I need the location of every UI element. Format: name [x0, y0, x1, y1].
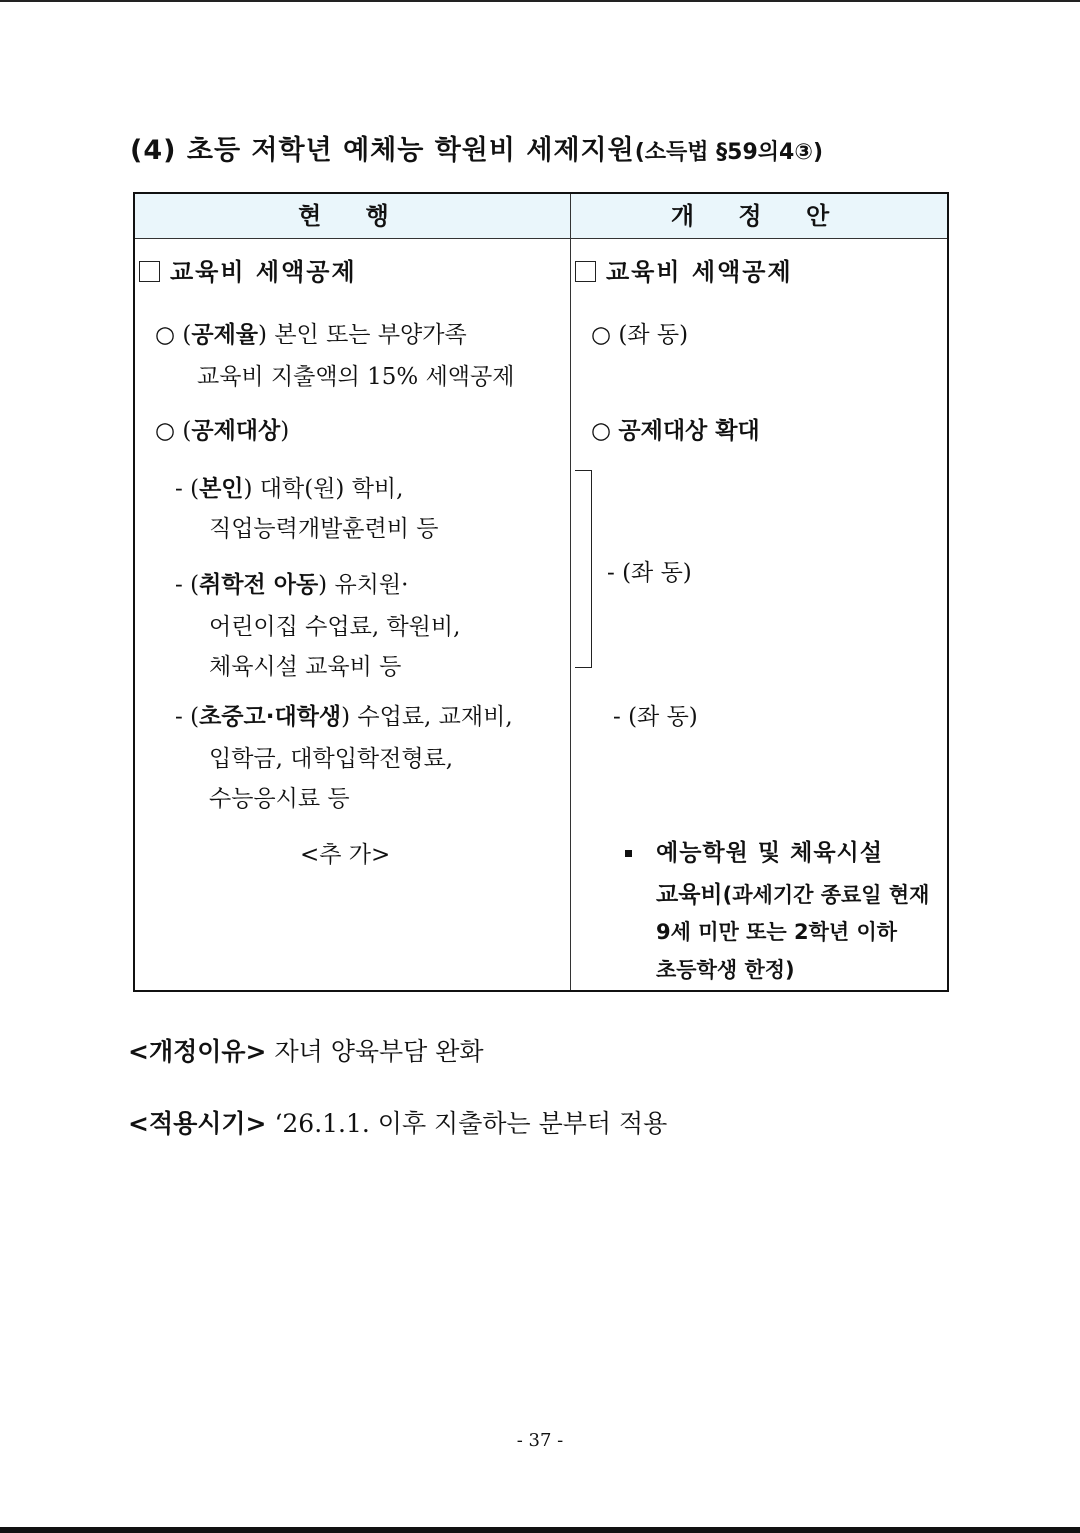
new-line-2-rest: (과세기간 종료일 현재 — [722, 883, 930, 907]
self-line-1: 대학(원) 학비, — [252, 476, 404, 502]
rate-same: (좌 동) — [618, 322, 689, 348]
revised-heading — [575, 252, 793, 287]
preschool-line-1: 유치원· — [327, 572, 409, 598]
preschool-line-2: 어린이집 수업료, 학원비, — [209, 614, 461, 640]
reason-note — [128, 1032, 484, 1068]
header-current: 현 행 — [298, 202, 407, 230]
header-revised: 개 정 안 — [670, 202, 848, 230]
preschool-label: 취학전 아동 — [199, 572, 319, 598]
circle-bullet-icon: ○ — [155, 322, 176, 348]
revised-target-row — [591, 412, 760, 445]
new-item-line-1 — [625, 834, 883, 867]
rate-label: 공제율 — [191, 322, 259, 348]
bottom-border — [0, 1527, 1080, 1533]
student-row: - (초중고·대학생) 수업료, 교재비, — [175, 704, 513, 730]
reason-text: 자녀 양육부담 완화 — [266, 1037, 484, 1066]
bracket-same: - (좌 동) — [607, 560, 692, 586]
revised-rate-row — [591, 316, 688, 349]
current-heading — [139, 252, 357, 287]
top-border — [0, 0, 1080, 2]
circle-bullet-icon: ○ — [155, 418, 176, 444]
section-reference: (소득법 §59의4③) — [634, 140, 824, 165]
student-same: - (좌 동) — [613, 704, 698, 730]
target-label: 공제대상 — [191, 418, 281, 444]
right-bracket — [575, 470, 592, 668]
circle-bullet-icon: ○ — [591, 322, 612, 348]
page-number: - 37 - — [516, 1430, 564, 1451]
student-line-3: 수능응시료 등 — [209, 786, 350, 812]
rate-line-1: 본인 또는 부양가족 — [267, 322, 467, 348]
student-line-2: 입학금, 대학입학전형료, — [209, 746, 454, 772]
apply-text: ‘26.1.1. 이후 지출하는 분부터 적용 — [266, 1109, 668, 1138]
self-line-2: 직업능력개발훈련비 등 — [209, 516, 439, 542]
column-divider — [570, 194, 571, 990]
new-item-line-4: 초등학생 한정) — [656, 958, 795, 982]
checkbox-square-icon — [575, 261, 596, 282]
square-bullet-icon — [625, 850, 632, 857]
apply-label: <적용시기> — [128, 1109, 267, 1138]
target-expand: 공제대상 확대 — [618, 418, 760, 444]
self-row: - (본인) 대학(원) 학비, — [175, 476, 404, 502]
current-heading-text: 교육비 세액공제 — [170, 258, 357, 286]
apply-note — [128, 1104, 667, 1140]
rate-line-2: 교육비 지출액의 15% 세액공제 — [197, 364, 515, 390]
student-line-1: 수업료, 교재비, — [350, 704, 513, 730]
current-rate-row: ○ (공제율) 본인 또는 부양가족 — [155, 322, 467, 348]
section-title — [130, 128, 823, 167]
preschool-row: - (취학전 아동) 유치원· — [175, 572, 409, 598]
self-label: 본인 — [199, 476, 244, 502]
new-item-line-3: 9세 미만 또는 2학년 이하 — [656, 920, 898, 944]
new-item-line-2 — [656, 876, 929, 909]
comparison-table — [133, 192, 949, 992]
new-line-2-bold: 교육비 — [656, 882, 723, 908]
revised-heading-text: 교육비 세액공제 — [606, 258, 793, 286]
current-target-row: ○ (공제대상) — [155, 418, 290, 444]
circle-bullet-icon: ○ — [591, 418, 612, 444]
new-line-1-text: 예능학원 및 체육시설 — [656, 840, 883, 866]
checkbox-square-icon — [139, 261, 160, 282]
preschool-line-3: 체육시설 교육비 등 — [209, 654, 402, 680]
addition-label: <추 가> — [300, 842, 391, 868]
student-label: 초중고·대학생 — [199, 704, 342, 730]
reason-label: <개정이유> — [128, 1037, 267, 1066]
section-title-text: (4) 초등 저학년 예체능 학원비 세제지원 — [130, 135, 635, 166]
